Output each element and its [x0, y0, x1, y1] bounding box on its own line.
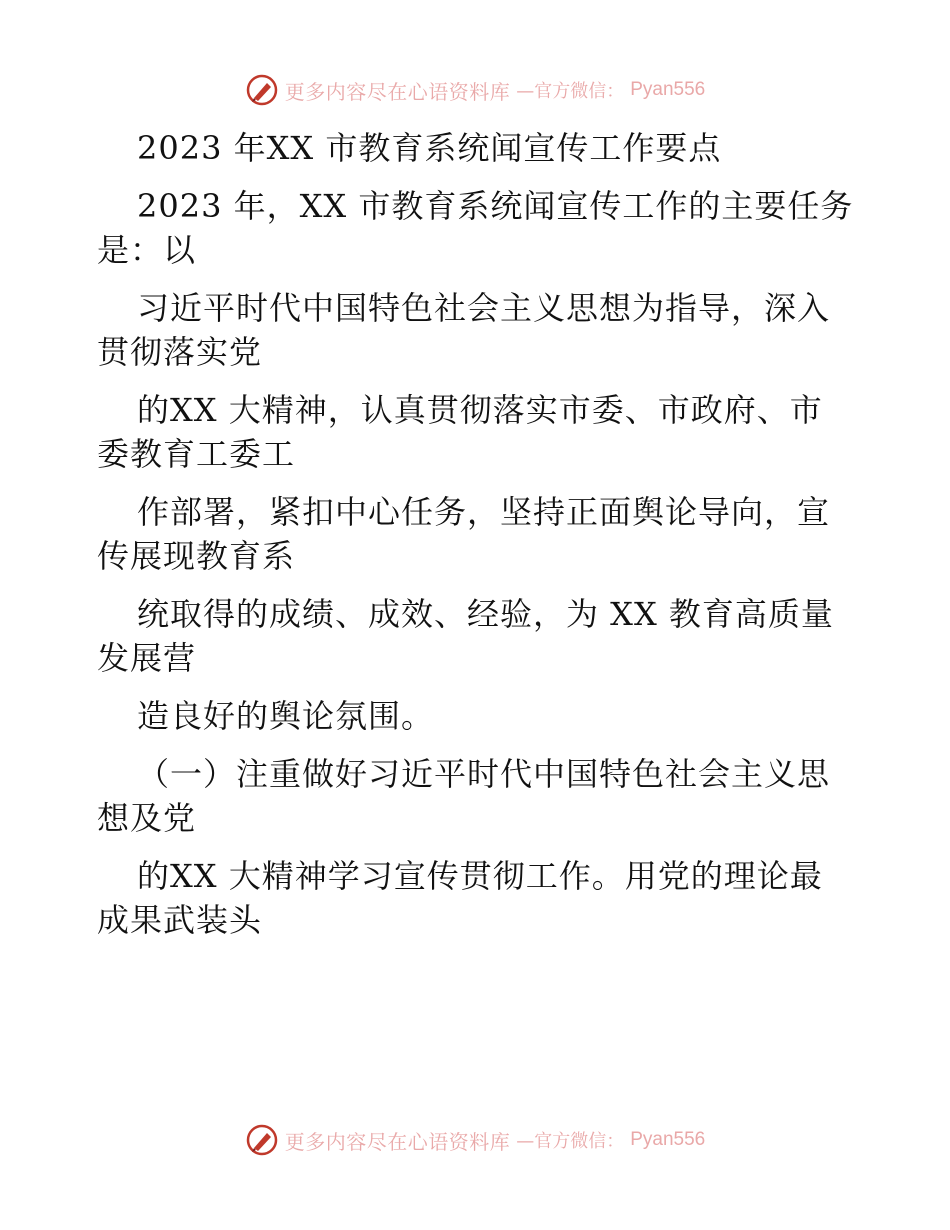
paragraph-line: 的XX 大精神学习宣传贯彻工作。用党的理论最 [137, 857, 823, 895]
watermark-text: 更多内容尽在心语资料库 [284, 79, 511, 104]
paragraph-line: 委教育工委工 [97, 435, 296, 473]
watermark-wechat-id: Pyan556 [630, 1129, 706, 1150]
paragraph-line: 作部署，紧扣中心任务，坚持正面舆论导向，宣 [137, 493, 831, 531]
paragraph-line: 造良好的舆论氛围。 [137, 697, 435, 735]
paragraph-line: 成果武装头 [97, 901, 263, 939]
watermark-text: 更多内容尽在心语资料库 [284, 1129, 511, 1154]
watermark-header [0, 70, 950, 110]
paragraph-line: 2023 年，XX 市教育系统闻宣传工作的主要任务 [137, 187, 854, 225]
paragraph-line: 传展现教育系 [97, 537, 296, 575]
paragraph-line: 统取得的成绩、成效、经验，为 XX 教育高质量 [137, 595, 834, 633]
paragraph-line: 习近平时代中国特色社会主义思想为指导，深入 [137, 289, 831, 327]
watermark-separator: —官方微信： [516, 1131, 625, 1152]
document-body [97, 126, 857, 942]
paragraph-line: 是：以 [97, 231, 197, 269]
watermark-separator: —官方微信： [516, 81, 625, 102]
section-heading-line: 想及党 [97, 799, 197, 837]
pen-logo-icon [245, 73, 279, 107]
paragraph-line: 的XX 大精神，认真贯彻落实市委、市政府、市 [137, 391, 823, 429]
document-title: 2023 年XX 市教育系统闻宣传工作要点 [137, 129, 722, 167]
paragraph-line: 贯彻落实党 [97, 333, 263, 371]
watermark-wechat-id: Pyan556 [630, 79, 706, 100]
watermark-footer [0, 1120, 950, 1160]
section-heading-line: （一）注重做好习近平时代中国特色社会主义思 [137, 755, 831, 793]
paragraph-line: 发展营 [97, 639, 197, 677]
pen-logo-icon [245, 1123, 279, 1157]
